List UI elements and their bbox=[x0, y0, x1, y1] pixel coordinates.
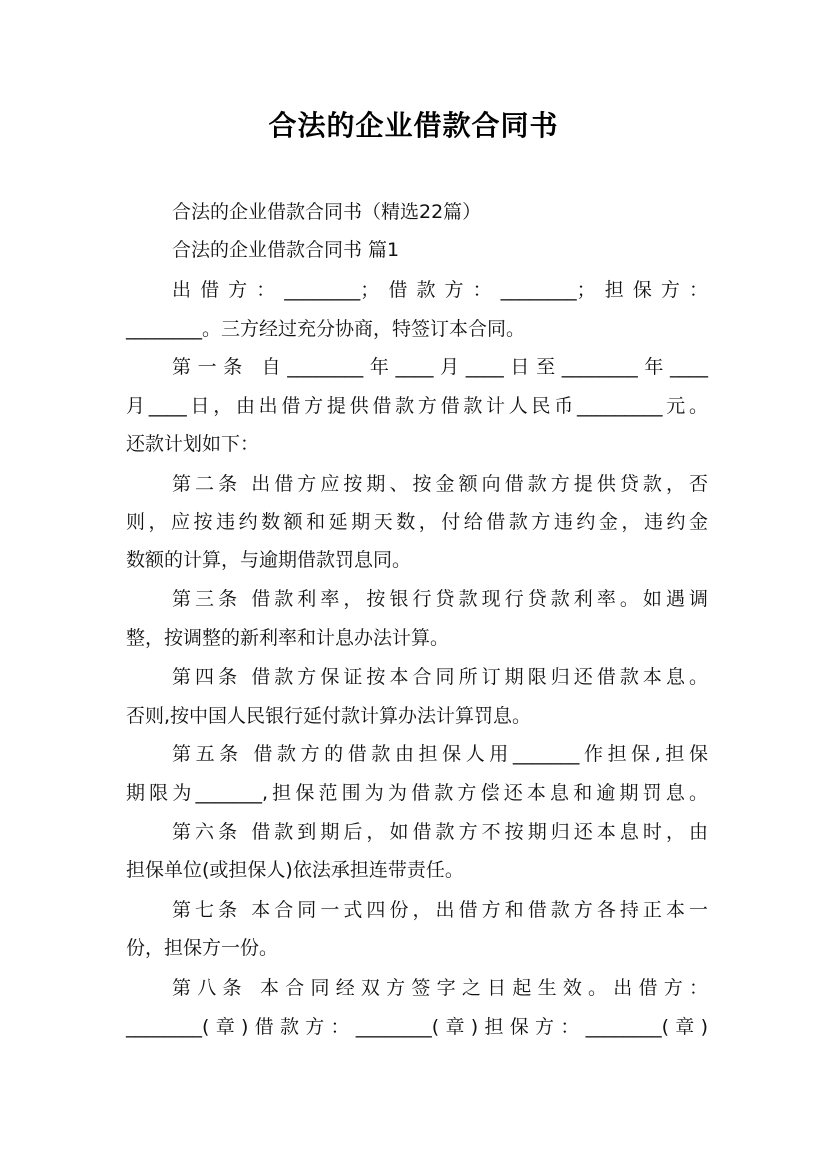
text-line: 合法的企业借款合同书（精选22篇） bbox=[172, 201, 482, 223]
text-line: 第三条 借款利率，按银行贷款现行贷款利率。如遇调 bbox=[172, 588, 708, 610]
text-line: 第一条 自________年____月____日至________年____ bbox=[172, 356, 708, 378]
text-line: 第八条 本合同经双方签字之日起生效。出借方： bbox=[172, 977, 708, 999]
text-line: ________。三方经过充分协商，特签订本合同。 bbox=[126, 318, 526, 340]
text-line: 合法的企业借款合同书 篇1 bbox=[172, 239, 400, 261]
text-line: 月____日，由出借方提供借款方借款计人民币_________元。 bbox=[126, 395, 708, 417]
text-line: 期限为_______,担保范围为为借款方偿还本息和逾期罚息。 bbox=[126, 782, 708, 804]
document-title: 合法的企业借款合同书 bbox=[268, 109, 559, 142]
text-line: 还款计划如下： bbox=[126, 433, 260, 455]
text-line: 整，按调整的新利率和计息办法计算。 bbox=[126, 627, 450, 649]
text-line: 第二条 出借方应按期、按金额向借款方提供贷款，否 bbox=[172, 473, 708, 495]
text-line: ________(章)借款方：________(章)担保方：________(章) bbox=[126, 1016, 708, 1038]
text-line: 出借方：________；借款方：________；担保方： bbox=[172, 279, 708, 301]
text-line: 否则,按中国人民银行延付款计算办法计算罚息。 bbox=[126, 705, 532, 727]
text-line: 则，应按违约数额和延期天数，付给借款方违约金，违约金 bbox=[126, 511, 708, 533]
text-line: 担保单位(或担保人)依法承担连带责任。 bbox=[126, 859, 464, 881]
text-line: 第五条 借款方的借款由担保人用_______作担保,担保 bbox=[172, 743, 708, 765]
text-line: 第四条 借款方保证按本合同所订期限归还借款本息。 bbox=[172, 666, 708, 688]
text-line: 数额的计算，与逾期借款罚息同。 bbox=[126, 549, 412, 571]
text-line: 第六条 借款到期后，如借款方不按期归还本息时，由 bbox=[172, 821, 708, 843]
text-line: 份，担保方一份。 bbox=[126, 937, 279, 959]
text-line: 第七条 本合同一式四份，出借方和借款方各持正本一 bbox=[172, 899, 708, 921]
